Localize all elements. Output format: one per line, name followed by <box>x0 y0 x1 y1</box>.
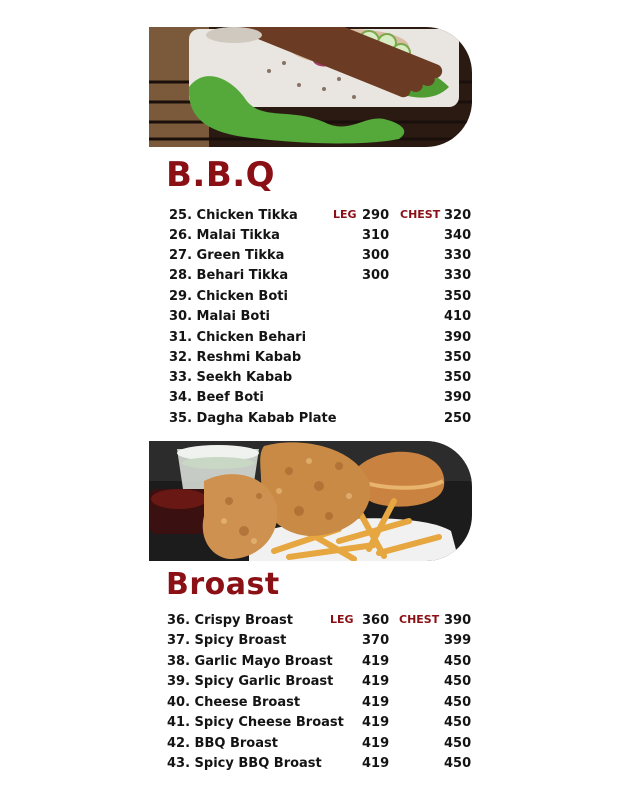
chest-price: 450 <box>444 736 472 751</box>
menu-item <box>0 348 638 368</box>
chest-price: 450 <box>444 756 472 771</box>
menu-item <box>0 246 638 266</box>
bbq-chest-header: CHEST <box>400 208 441 221</box>
chest-price: 390 <box>444 330 472 345</box>
chest-price: 450 <box>444 674 472 689</box>
menu-item <box>0 307 638 327</box>
broast-section-title: Broast <box>166 567 280 602</box>
menu-item <box>0 206 638 226</box>
leg-price: 419 <box>362 736 390 751</box>
chest-price: 350 <box>444 370 472 385</box>
leg-price: 419 <box>362 695 390 710</box>
menu-item <box>0 368 638 388</box>
leg-price: 290 <box>362 208 390 223</box>
item-name: 34. Beef Boti <box>169 390 264 405</box>
leg-price: 370 <box>362 633 390 648</box>
chest-price: 399 <box>444 633 472 648</box>
chest-price: 250 <box>444 411 472 426</box>
menu-item <box>0 388 638 408</box>
chest-price: 390 <box>444 613 472 628</box>
menu-item <box>0 754 638 774</box>
chest-price: 390 <box>444 390 472 405</box>
broast-chicken-photo <box>149 441 472 561</box>
item-name: 40. Cheese Broast <box>167 695 301 710</box>
bbq-section-title: B.B.Q <box>166 155 276 195</box>
item-name: 31. Chicken Behari <box>169 330 307 345</box>
broast-chest-header: CHEST <box>399 613 440 626</box>
menu-item <box>0 226 638 246</box>
chest-price: 450 <box>444 695 472 710</box>
menu-item <box>0 631 638 651</box>
menu-item <box>0 611 638 631</box>
item-name: 41. Spicy Cheese Broast <box>167 715 344 730</box>
item-name: 42. BBQ Broast <box>167 736 278 751</box>
item-name: 35. Dagha Kabab Plate <box>169 411 337 426</box>
item-name: 39. Spicy Garlic Broast <box>167 674 334 689</box>
chest-price: 350 <box>444 350 472 365</box>
item-name: 36. Crispy Broast <box>167 613 293 628</box>
chest-price: 450 <box>444 654 472 669</box>
chest-price: 450 <box>444 715 472 730</box>
chest-price: 320 <box>444 208 472 223</box>
chest-price: 410 <box>444 309 472 324</box>
item-name: 30. Malai Boti <box>169 309 270 324</box>
menu-item <box>0 693 638 713</box>
menu-item <box>0 266 638 286</box>
menu-item <box>0 713 638 733</box>
item-name: 26. Malai Tikka <box>169 228 280 243</box>
chest-price: 350 <box>444 289 472 304</box>
item-name: 28. Behari Tikka <box>169 268 289 283</box>
leg-price: 419 <box>362 654 390 669</box>
item-name: 38. Garlic Mayo Broast <box>167 654 333 669</box>
leg-price: 419 <box>362 715 390 730</box>
menu-item <box>0 652 638 672</box>
menu-item <box>0 328 638 348</box>
menu-item <box>0 734 638 754</box>
item-name: 43. Spicy BBQ Broast <box>167 756 322 771</box>
leg-price: 310 <box>362 228 390 243</box>
chest-price: 330 <box>444 248 472 263</box>
chest-price: 340 <box>444 228 472 243</box>
leg-price: 419 <box>362 756 390 771</box>
broast-leg-header: LEG <box>330 613 354 626</box>
leg-price: 419 <box>362 674 390 689</box>
item-name: 27. Green Tikka <box>169 248 285 263</box>
leg-price: 300 <box>362 248 390 263</box>
leg-price: 300 <box>362 268 390 283</box>
item-name: 32. Reshmi Kabab <box>169 350 302 365</box>
menu-item <box>0 287 638 307</box>
item-name: 29. Chicken Boti <box>169 289 288 304</box>
item-name: 33. Seekh Kabab <box>169 370 293 385</box>
bbq-leg-header: LEG <box>333 208 357 221</box>
menu-item <box>0 409 638 429</box>
item-name: 37. Spicy Broast <box>167 633 287 648</box>
item-name: 25. Chicken Tikka <box>169 208 298 223</box>
leg-price: 360 <box>362 613 390 628</box>
bbq-kabab-photo <box>149 27 472 147</box>
menu-item <box>0 672 638 692</box>
chest-price: 330 <box>444 268 472 283</box>
